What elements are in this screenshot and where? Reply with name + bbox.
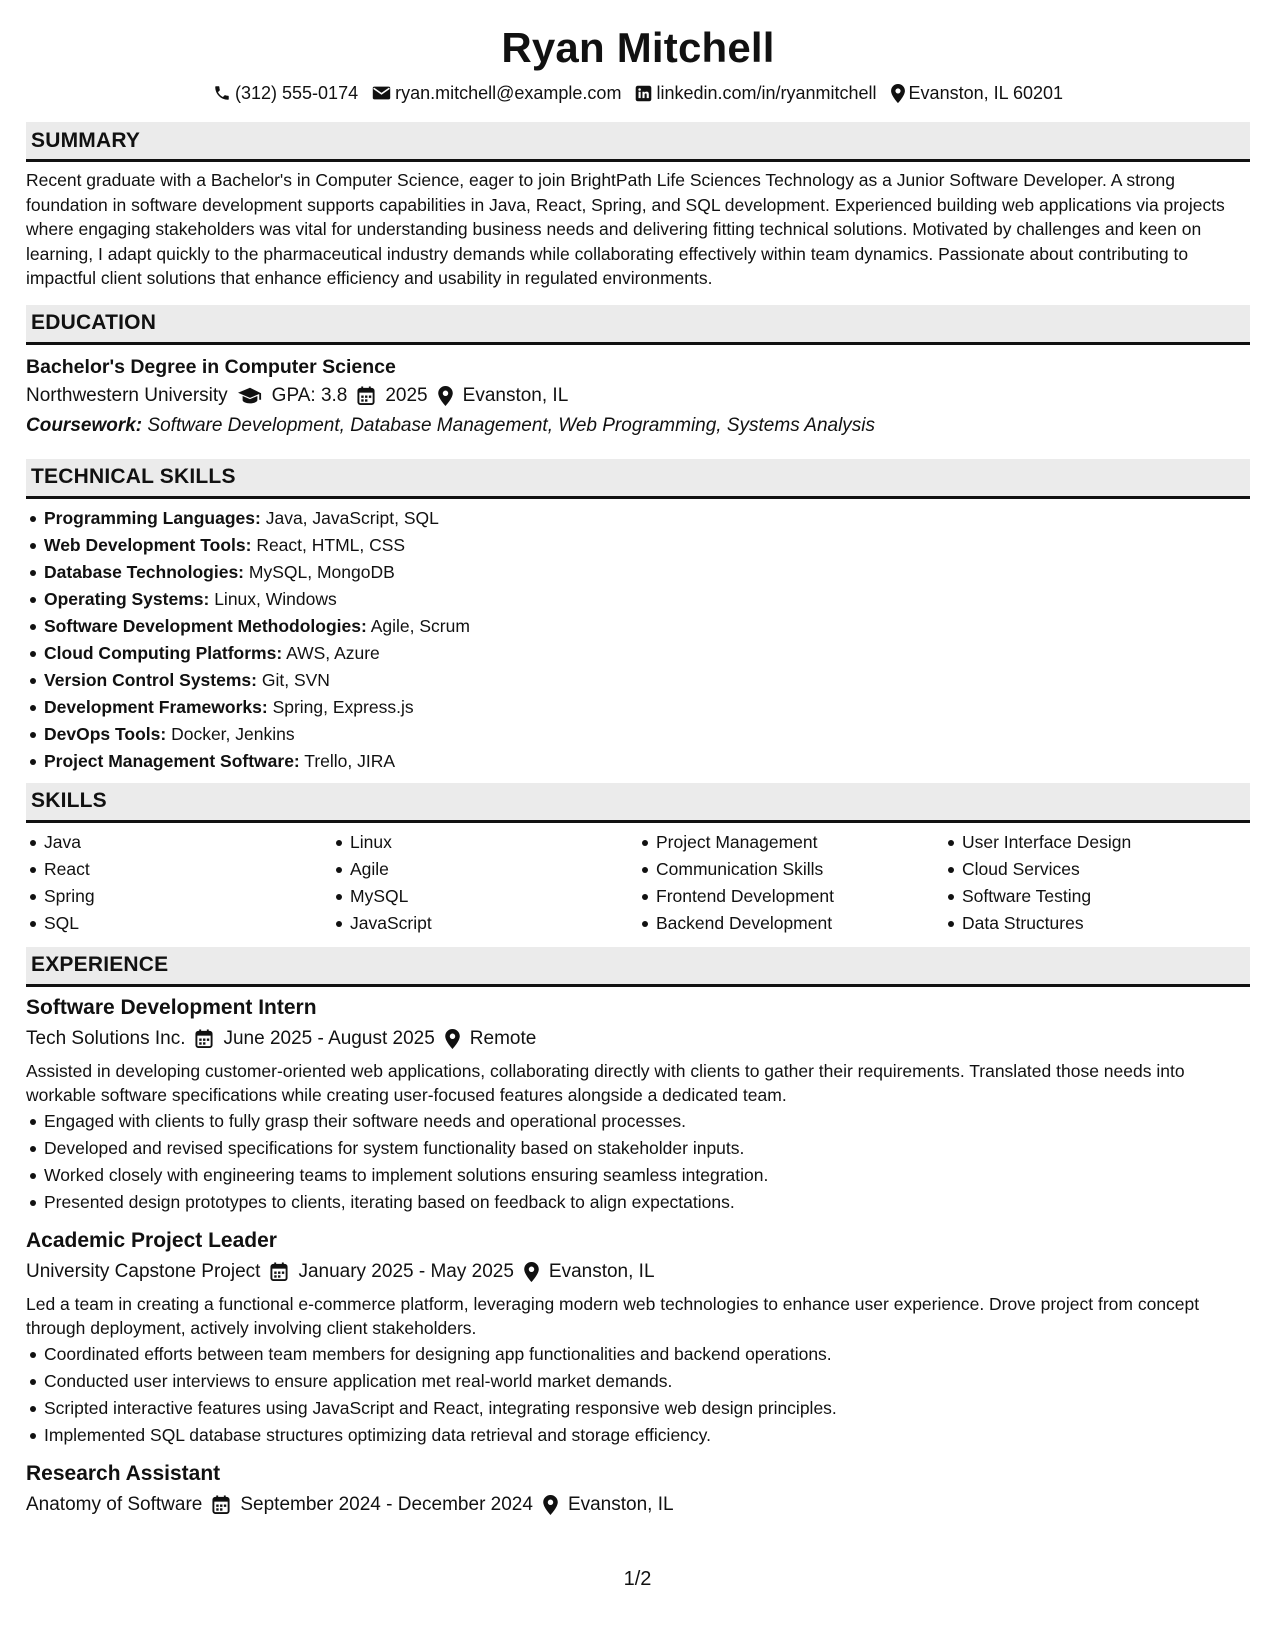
linkedin-icon	[635, 85, 652, 102]
job-location: Evanston, IL	[567, 1493, 674, 1515]
map-pin-icon	[438, 386, 453, 406]
skill-values: Agile, Scrum	[370, 615, 470, 636]
education-heading: EDUCATION	[26, 305, 1250, 345]
linkedin-text[interactable]: linkedin.com/in/ryanmitchell	[656, 82, 877, 103]
job-dates: June 2025 - August 2025	[223, 1027, 435, 1049]
skill-values: Java, JavaScript, SQL	[265, 507, 439, 528]
map-pin-icon	[445, 1029, 460, 1049]
list-item: Agile	[332, 856, 638, 883]
list-item: Conducted user interviews to ensure application met real-world market demands.	[26, 1368, 1250, 1395]
list-item: Cloud Services	[944, 856, 1250, 883]
skills-grid	[26, 823, 1250, 937]
skill-category: Project Management Software:	[44, 750, 300, 771]
list-item: Linux	[332, 829, 638, 856]
list-item: Software Testing	[944, 883, 1250, 910]
contact-phone	[213, 83, 358, 104]
job-description: Assisted in developing customer-oriented web applications, collaborating directly with clients to gather their requirements. Translated those needs into workable software specifications while creating user-focused features alongside a dedicated team.	[26, 1060, 1185, 1105]
job-bullets	[26, 1341, 1250, 1449]
map-pin-icon	[524, 1262, 539, 1282]
list-item: Scripted interactive features using JavaScript and React, integrating responsive web design principles.	[26, 1395, 1250, 1422]
list-item	[26, 586, 1250, 613]
calendar-icon	[212, 1495, 230, 1514]
list-item: Backend Development	[638, 910, 944, 937]
skill-values: Git, SVN	[261, 669, 330, 690]
skill-category: Programming Languages:	[44, 507, 261, 528]
skill-category: Development Frameworks:	[44, 696, 268, 717]
skill-category: Web Development Tools:	[44, 534, 252, 555]
list-item: Engaged with clients to fully grasp their software needs and operational processes.	[26, 1108, 1250, 1135]
list-item: Java	[26, 829, 332, 856]
job-title: Research Assistant	[26, 1461, 221, 1485]
skill-values: Linux, Windows	[214, 588, 337, 609]
map-pin-icon	[891, 84, 905, 103]
calendar-icon	[357, 386, 375, 405]
phone-icon	[213, 84, 231, 102]
job-location: Evanston, IL	[548, 1260, 655, 1282]
list-item: Data Structures	[944, 910, 1250, 937]
calendar-icon	[195, 1029, 213, 1048]
job-org: Tech Solutions Inc.	[26, 1027, 186, 1049]
skills-heading: SKILLS	[26, 783, 1250, 823]
skill-category: DevOps Tools:	[44, 723, 167, 744]
graduation-cap-icon	[238, 387, 262, 405]
list-item	[26, 721, 1250, 748]
skill-category: Operating Systems:	[44, 588, 210, 609]
location-text: Evanston, IL 60201	[908, 82, 1063, 103]
list-item: SQL	[26, 910, 332, 937]
skill-category: Version Control Systems:	[44, 669, 257, 690]
skill-category: Database Technologies:	[44, 561, 245, 582]
envelope-icon	[372, 85, 391, 101]
technical-skills-heading: TECHNICAL SKILLS	[26, 459, 1250, 499]
skill-category: Software Development Methodologies:	[44, 615, 367, 636]
skills-column-4	[944, 829, 1250, 937]
list-item: Coordinated efforts between team members for designing app functionalities and backend operations.	[26, 1341, 1250, 1368]
list-item: Developed and revised specifications for system functionality based on stakeholder inputs.	[26, 1135, 1250, 1162]
list-item: User Interface Design	[944, 829, 1250, 856]
list-item	[26, 613, 1250, 640]
job-dates: September 2024 - December 2024	[240, 1493, 533, 1515]
experience-heading: EXPERIENCE	[26, 947, 1250, 987]
contact-row	[26, 78, 1250, 108]
list-item: Presented design prototypes to clients, iterating based on feedback to align expectations.	[26, 1189, 1250, 1216]
school-name: Northwestern University	[26, 384, 228, 406]
skills-column-1	[26, 829, 332, 937]
page-number: 1/2	[623, 1568, 652, 1590]
calendar-icon	[270, 1262, 288, 1281]
list-item	[26, 667, 1250, 694]
resume-page	[26, 22, 1250, 1521]
email-text[interactable]: ryan.mitchell@example.com	[395, 82, 622, 103]
skill-values: AWS, Azure	[286, 642, 380, 663]
skill-values: MySQL, MongoDB	[248, 561, 395, 582]
coursework-line	[26, 411, 1250, 441]
technical-skills-list	[26, 499, 1250, 775]
coursework-list: Software Development, Database Management, Web Programming, Systems Analysis	[147, 414, 876, 436]
skill-values: React, HTML, CSS	[256, 534, 406, 555]
list-item	[26, 559, 1250, 586]
list-item: JavaScript	[332, 910, 638, 937]
map-pin-icon	[543, 1495, 558, 1515]
list-item: Project Management	[638, 829, 944, 856]
job-meta	[26, 1023, 1250, 1055]
skills-column-2	[332, 829, 638, 937]
job-title: Academic Project Leader	[26, 1228, 277, 1252]
list-item: Implemented SQL database structures optimizing data retrieval and storage efficiency.	[26, 1422, 1250, 1449]
skill-values: Trello, JIRA	[304, 750, 396, 771]
skills-column-3	[638, 829, 944, 937]
job-location: Remote	[469, 1027, 537, 1049]
list-item: React	[26, 856, 332, 883]
list-item	[26, 505, 1250, 532]
coursework-label: Coursework:	[26, 414, 143, 436]
summary-heading: SUMMARY	[26, 122, 1250, 162]
contact-location	[891, 83, 1063, 104]
degree-title: Bachelor's Degree in Computer Science	[26, 355, 396, 378]
job-meta	[26, 1256, 1250, 1288]
skill-values: Docker, Jenkins	[171, 723, 295, 744]
summary-text: Recent graduate with a Bachelor's in Computer Science, eager to join BrightPath Life Sciences Technology as a Junior Software Developer. A strong foundation in software development supports capabilities in Java, React, Spring, and SQL development. Experienced building web applications via projects where engaging stakeholders was vital for understanding business needs and delivering fitting technical solutions. Motivated by challenges and keen on learning, I adapt quickly to the pharmaceutical industry demands while collaborating effectively within team dynamics. Passionate about contributing to impactful client solutions that enhance efficiency and usability in regulated environments.	[26, 170, 1225, 288]
list-item	[26, 694, 1250, 721]
phone-text: (312) 555-0174	[235, 82, 359, 103]
graduation-year: 2025	[385, 384, 428, 406]
skill-category: Cloud Computing Platforms:	[44, 642, 283, 663]
list-item: MySQL	[332, 883, 638, 910]
school-location: Evanston, IL	[462, 384, 569, 406]
list-item	[26, 748, 1250, 775]
contact-email[interactable]	[372, 83, 621, 104]
education-meta	[26, 381, 1250, 411]
list-item: Spring	[26, 883, 332, 910]
job-bullets	[26, 1108, 1250, 1216]
contact-linkedin[interactable]	[635, 83, 876, 104]
job-meta	[26, 1489, 1250, 1521]
skill-values: Spring, Express.js	[272, 696, 414, 717]
job-org: University Capstone Project	[26, 1260, 261, 1282]
gpa-text: GPA: 3.8	[271, 384, 348, 406]
list-item: Frontend Development	[638, 883, 944, 910]
list-item	[26, 532, 1250, 559]
list-item: Worked closely with engineering teams to implement solutions ensuring seamless integration.	[26, 1162, 1250, 1189]
job-title: Software Development Intern	[26, 995, 317, 1019]
list-item	[26, 640, 1250, 667]
list-item: Communication Skills	[638, 856, 944, 883]
candidate-name: Ryan Mitchell	[501, 24, 775, 71]
job-description: Led a team in creating a functional e-commerce platform, leveraging modern web technologies to enhance user experience. Drove project from concept through deployment, actively involving client stakeholders.	[26, 1293, 1200, 1338]
job-dates: January 2025 - May 2025	[298, 1260, 514, 1282]
job-org: Anatomy of Software	[26, 1493, 203, 1515]
